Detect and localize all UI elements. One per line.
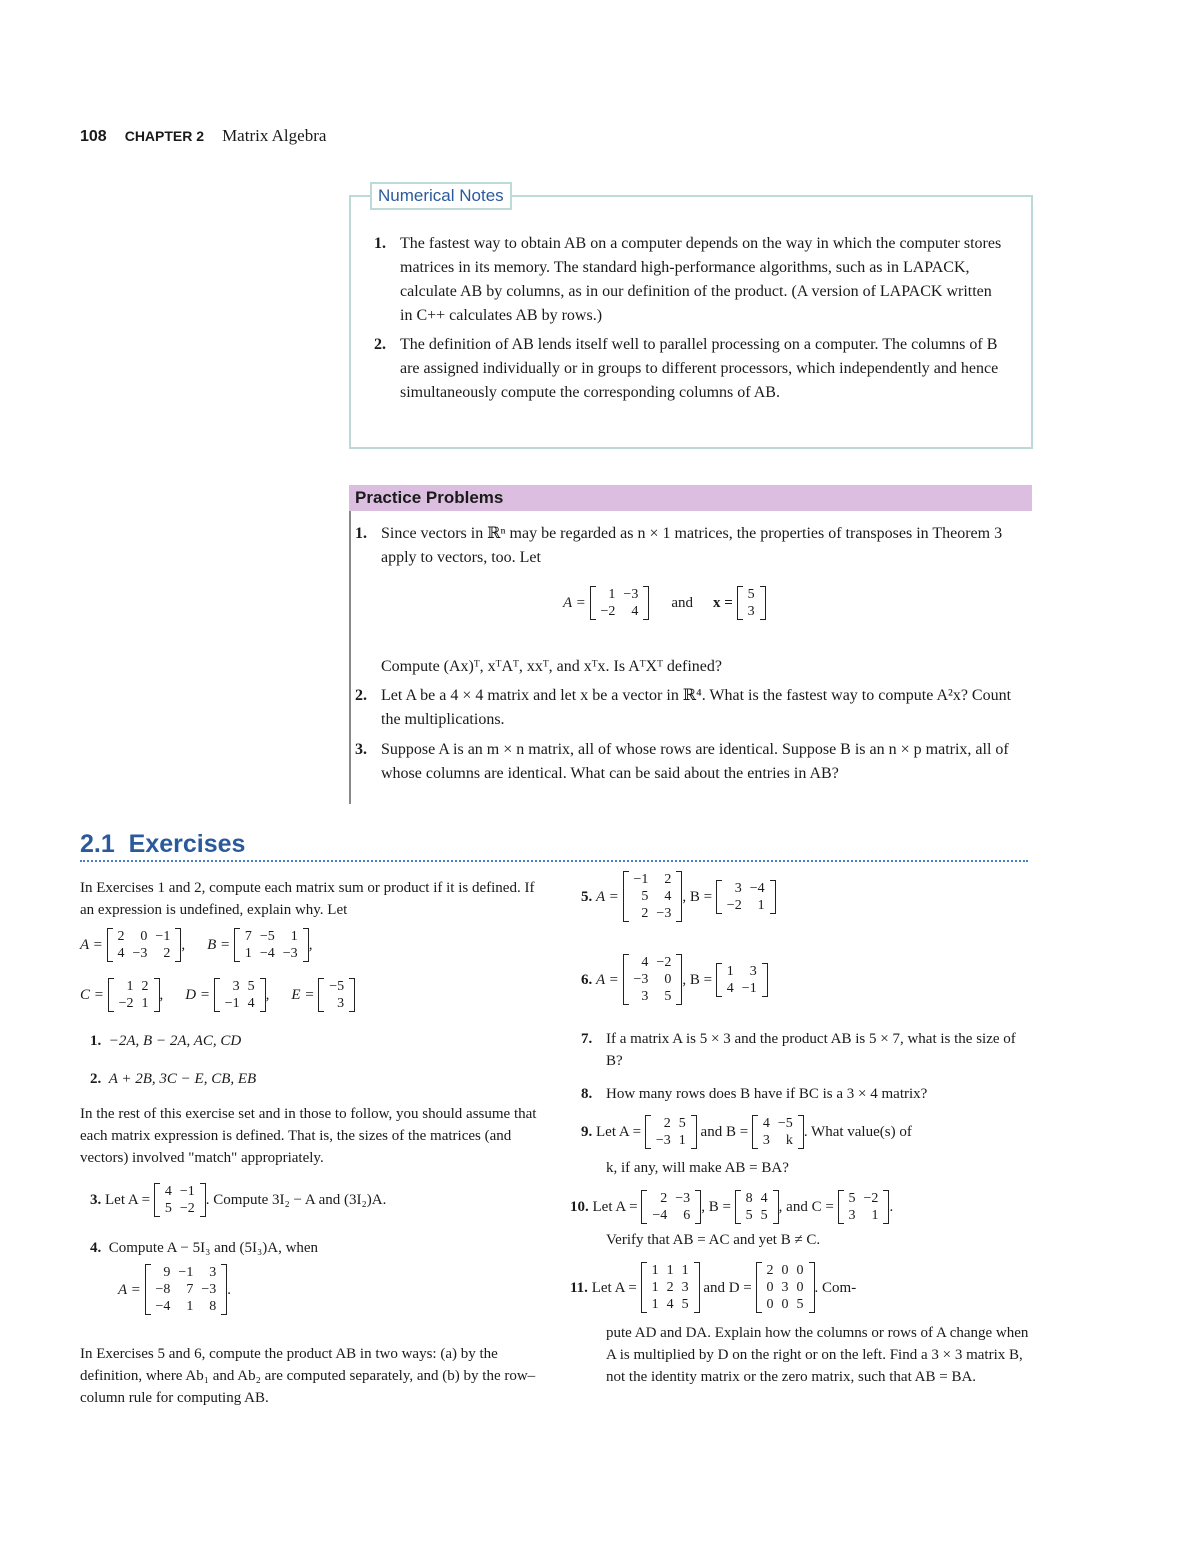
exercise-9 <box>581 1115 912 1149</box>
matrix-entry: 4 <box>760 1191 768 1206</box>
practice-compute: Compute (Ax)ᵀ, xᵀAᵀ, xxᵀ, and xᵀx. Is AᵀXᵀ defined? <box>381 658 722 675</box>
matrix-entry: −3 <box>623 587 639 602</box>
exercise-3 <box>90 1183 386 1217</box>
matrix-row <box>845 1207 883 1224</box>
matrix-row <box>152 1264 221 1281</box>
matrix <box>234 928 309 962</box>
exercise-4-matrix: A = 9 −1 3 −8 7 −3 −4 1 8 . <box>118 1265 231 1314</box>
exercise-number: 9. <box>581 1124 593 1140</box>
matrix-entry: 0 <box>796 1263 804 1278</box>
section-heading <box>80 830 245 859</box>
matrix <box>645 1115 697 1149</box>
matrix <box>154 1183 206 1217</box>
matrix <box>756 1262 815 1313</box>
matrix-entry: 1 <box>290 929 298 944</box>
matrix-entry: 8 <box>745 1191 753 1206</box>
matrix-entry: −3 <box>201 1282 217 1297</box>
matrix <box>641 1262 700 1313</box>
exercise-10-cont: Verify that AB = AC and yet B ≠ C. <box>606 1232 821 1248</box>
matrix-entry: 3 <box>762 1133 770 1148</box>
matrix-entry: 1 <box>681 1263 689 1278</box>
matrix <box>838 1190 890 1224</box>
practice-item <box>355 684 1029 732</box>
matrix-entry: −4 <box>749 880 765 896</box>
matrix-row <box>241 928 302 945</box>
matrix-entry: −1 <box>179 1184 195 1199</box>
matrix-label: A = <box>596 888 619 905</box>
practice-text: Since vectors in ℝⁿ may be regarded as n × 1 matrices, the properties of transposes in Theorem 3 apply to vectors, too. Let <box>381 525 1003 566</box>
matrix-table <box>115 978 153 1012</box>
matrix-label: A = <box>118 1281 141 1298</box>
note-number: 2. <box>374 336 386 353</box>
matrix <box>716 963 768 997</box>
matrix-entry: 1 <box>244 946 252 961</box>
exercise-number: 5. <box>581 888 593 905</box>
matrix-entry: −3 <box>655 1133 671 1148</box>
matrix-entry: 2 <box>663 1116 671 1131</box>
matrix-entry: 1 <box>678 1133 686 1148</box>
matrix-entry: 5 <box>664 989 672 1004</box>
note-number: 1. <box>374 235 386 252</box>
exercise-4 <box>90 1237 318 1259</box>
matrix-entry: 2 <box>664 872 672 887</box>
matrix <box>107 928 182 962</box>
matrix-row <box>630 971 676 988</box>
matrix-entry: −3 <box>282 946 298 961</box>
matrix-entry: 1 <box>871 1208 879 1223</box>
exercise-7 <box>581 1028 1032 1072</box>
matrix-entry: 8 <box>209 1299 217 1314</box>
exercise-text: If a matrix A is 5 × 3 and the product AB is 5 × 7, what is the size of B? <box>606 1031 1016 1069</box>
exercise-number: 8. <box>581 1086 593 1102</box>
matrix-entry: 1 <box>757 897 765 913</box>
matrix-entry: −3 <box>132 946 148 961</box>
exercise-text: A + 2B, 3C − E, CB, EB <box>108 1071 257 1087</box>
matrix-row <box>630 905 676 922</box>
exercise-text: , and C = <box>778 1199 834 1215</box>
given-matrices-row-1: A = 2 0 −1 4 −3 2 , B = 7 −5 1 1 −4 −3 , <box>80 929 313 961</box>
matrix-entry: −2 <box>600 604 616 619</box>
practice-text: Let A be a 4 × 4 matrix and let x be a vector in ℝ⁴. What is the fastest way to compute A²x? Count the multiplications. <box>381 687 1012 728</box>
matrix-row <box>115 995 153 1012</box>
matrix-table <box>630 954 676 1005</box>
matrix-table <box>763 1262 808 1313</box>
matrix <box>623 871 683 922</box>
matrix <box>590 586 650 620</box>
matrix-entry: −1 <box>178 1265 194 1280</box>
exercise-text: and D = <box>703 1279 752 1296</box>
practice-number: 1. <box>355 525 367 542</box>
matrix-entry: 4 <box>247 996 255 1011</box>
matrix-entry: 5 <box>747 587 755 602</box>
exercise-number: 11. <box>570 1279 588 1296</box>
matrix-entry: 3 <box>749 963 757 979</box>
exercise-text: Let A = <box>596 1124 642 1140</box>
note-text: The definition of AB lends itself well to parallel processing on a computer. The columns of B are assigned individually or in groups to different processors, which independently and hence simultaneously compute the corresponding columns of AB. <box>400 336 999 401</box>
vector <box>737 586 766 620</box>
matrix-entry: 5 <box>641 889 649 904</box>
exercise-note: In the rest of this exercise set and in those to follow, you should assume that each matrix expression is defined. That is, the sizes of the matrices (and vectors) involved "match" appropriately. <box>80 1106 537 1166</box>
matrix-entry: k <box>785 1133 793 1148</box>
section-title: Exercises <box>128 830 246 858</box>
exercise-text: −2A, B − 2A, AC, CD <box>108 1033 242 1049</box>
exercise-56-note: In Exercises 5 and 6, compute the product AB in two ways: (a) by the definition, where Ab₁ and Ab₂ are computed separately, and (b) by the row–column rule for computing AB. <box>80 1346 536 1406</box>
exercise-intro: In Exercises 1 and 2, compute each matrix sum or product if it is defined. If an expression is undefined, explain why. Let <box>80 880 535 918</box>
exercise-11-cont: pute AD and DA. Explain how the columns or rows of A change when A is multiplied by D on the right or on the left. Find a 3 × 3 matrix B, not the identity matrix or the zero matrix, such that AB = BA. <box>606 1325 1029 1385</box>
matrix-entry: 4 <box>726 980 734 996</box>
matrix-entry: 5 <box>745 1208 753 1223</box>
matrix-entry: −2 <box>656 955 672 970</box>
matrix-row <box>648 1279 693 1296</box>
matrix-entry: 4 <box>666 1297 674 1312</box>
matrix-row <box>763 1296 808 1313</box>
matrix-table <box>648 1190 694 1224</box>
matrix <box>108 978 160 1012</box>
matrix-entry: 0 <box>664 972 672 987</box>
matrix-entry: −1 <box>741 980 757 996</box>
matrix-entry: −4 <box>155 1299 171 1314</box>
practice-number: 2. <box>355 687 367 704</box>
matrix-row <box>630 988 676 1005</box>
matrix-entry: −1 <box>224 996 240 1011</box>
matrix-entry: 2 <box>766 1263 774 1278</box>
matrix-row <box>759 1115 797 1132</box>
exercise-number: 1. <box>90 1033 102 1049</box>
matrix-entry: 5 <box>678 1116 686 1131</box>
exercise-2 <box>90 1068 256 1090</box>
matrix-entry: −4 <box>652 1208 668 1223</box>
section-rule <box>80 860 1028 862</box>
matrix-entry: −5 <box>329 979 345 994</box>
exercise-text: Let A = <box>592 1199 638 1215</box>
matrix-entry: 2 <box>141 979 149 994</box>
exercise-10 <box>570 1190 893 1224</box>
matrix <box>641 1190 701 1224</box>
matrix-entry: −2 <box>118 996 134 1011</box>
matrix-row <box>744 586 759 603</box>
practice-number: 3. <box>355 741 367 758</box>
matrix-row <box>597 603 643 620</box>
matrix-label: A = <box>563 595 586 611</box>
matrix-row <box>241 945 302 962</box>
matrix-entry: −2 <box>726 897 742 913</box>
matrix-entry: −3 <box>656 906 672 921</box>
vector-label: x = <box>713 595 733 611</box>
matrix-entry: 2 <box>163 946 171 961</box>
matrix-entry: −3 <box>675 1191 691 1206</box>
practice-problems-header <box>349 485 1032 511</box>
matrix-table <box>742 1190 772 1224</box>
matrix-table <box>325 978 348 1012</box>
exercise-number: 10. <box>570 1199 589 1215</box>
matrix-entry: 5 <box>164 1201 172 1216</box>
matrix-entry: 2 <box>641 906 649 921</box>
exercise-text: . <box>889 1199 894 1215</box>
exercise-text: , B = <box>701 1199 731 1215</box>
matrix-entry: 5 <box>796 1297 804 1312</box>
exercise-text: . What value(s) of <box>803 1124 912 1140</box>
matrix-entry: 1 <box>651 1280 659 1295</box>
exercise-text: Let A = <box>105 1192 151 1208</box>
matrix-row <box>742 1207 772 1224</box>
matrix-entry: 1 <box>608 587 616 602</box>
matrix-entry: 1 <box>141 996 149 1011</box>
given-matrices-row-2: C = 1 2 −2 1 , D = 3 5 −1 4 , E = −5 3 <box>80 978 355 1012</box>
matrix-entry: 3 <box>734 880 742 896</box>
matrix <box>716 880 776 914</box>
matrix-row <box>723 880 769 897</box>
matrix-table <box>744 586 759 620</box>
matrix-entry: 2 <box>117 929 125 944</box>
matrix-table <box>723 963 761 997</box>
matrix-table <box>723 880 769 914</box>
matrix-entry: 0 <box>781 1297 789 1312</box>
matrix-entry: 0 <box>766 1297 774 1312</box>
numerical-notes-title: Numerical Notes <box>370 182 512 210</box>
matrix-entry: 2 <box>666 1280 674 1295</box>
matrix-entry: 1 <box>126 979 134 994</box>
matrix-table <box>652 1115 690 1149</box>
matrix-row <box>759 1132 797 1149</box>
matrix-row <box>652 1132 690 1149</box>
matrix-entry: −2 <box>179 1201 195 1216</box>
matrix-row <box>630 871 676 888</box>
practice-rule <box>349 511 351 804</box>
practice-item <box>355 522 1029 570</box>
matrix-row <box>763 1279 808 1296</box>
matrix-row <box>114 945 175 962</box>
exercise-1 <box>90 1030 241 1052</box>
matrix-entry: 3 <box>848 1208 856 1223</box>
matrix-entry: −5 <box>259 929 275 944</box>
exercise-number: 4. <box>90 1240 102 1256</box>
matrix-entry: 5 <box>848 1191 856 1206</box>
matrix-entry: 4 <box>664 889 672 904</box>
matrix-row <box>630 954 676 971</box>
matrix-row <box>742 1190 772 1207</box>
matrix-label: E = <box>291 987 315 1003</box>
matrix-row <box>723 980 761 997</box>
matrix-table <box>152 1264 221 1315</box>
matrix-entry: 3 <box>337 996 345 1011</box>
matrix-row <box>630 888 676 905</box>
matrix-entry: 3 <box>781 1280 789 1295</box>
matrix-entry: 9 <box>163 1265 171 1280</box>
matrix <box>752 1115 804 1149</box>
matrix-table <box>161 1183 199 1217</box>
exercise-number: 7. <box>581 1031 593 1047</box>
matrix <box>318 978 355 1012</box>
matrix-row <box>723 897 769 914</box>
practice-matrices <box>563 586 766 620</box>
matrix-row <box>652 1115 690 1132</box>
matrix-label: A = <box>80 937 103 953</box>
exercise-number: 3. <box>90 1192 102 1208</box>
exercise-6 <box>581 954 768 1005</box>
matrix-table <box>630 871 676 922</box>
matrix-entry: −2 <box>863 1191 879 1206</box>
exercise-text: Let A = <box>591 1279 637 1296</box>
matrix-label: C = <box>80 987 104 1003</box>
matrix-entry: 5 <box>760 1208 768 1223</box>
matrix-row <box>723 963 761 980</box>
exercise-text: Compute A − 5I₃ and (5I₃)A, when <box>108 1240 319 1256</box>
exercise-number: 2. <box>90 1071 102 1087</box>
exercise-11 <box>570 1262 856 1313</box>
matrix-entry: 7 <box>244 929 252 944</box>
matrix-label: D = <box>185 987 211 1003</box>
matrix-entry: 3 <box>641 989 649 1004</box>
exercise-text: How many rows does B have if BC is a 3 × 4 matrix? <box>606 1086 928 1102</box>
exercise-9-cont: k, if any, will make AB = BA? <box>606 1160 789 1176</box>
matrix-row <box>648 1262 693 1279</box>
page-number: 108 <box>80 128 107 145</box>
matrix-entry: 2 <box>660 1191 668 1206</box>
matrix-table <box>221 978 259 1012</box>
matrix-label: A = <box>596 971 619 988</box>
matrix-entry: 3 <box>209 1265 217 1280</box>
matrix-entry: 4 <box>641 955 649 970</box>
matrix-entry: −5 <box>777 1116 793 1131</box>
matrix-row <box>648 1207 694 1224</box>
matrix-table <box>241 928 302 962</box>
matrix-row <box>325 995 348 1012</box>
exercise-5 <box>581 871 776 922</box>
matrix-table <box>845 1190 883 1224</box>
practice-title: Practice Problems <box>355 488 504 507</box>
exercise-number: 6. <box>581 971 593 988</box>
chapter-title: Matrix Algebra <box>222 126 327 145</box>
matrix-entry: −1 <box>155 929 171 944</box>
matrix-row <box>152 1298 221 1315</box>
matrix-entry: 4 <box>164 1184 172 1199</box>
matrix-row <box>597 586 643 603</box>
note-text: The fastest way to obtain AB on a computer depends on the way in which the computer stores matrices in its memory. The standard high-performance algorithms, such as in LAPACK, calculate AB by columns, as in our definition of the product. (A version of LAPACK written in C++ calculates AB by rows.) <box>400 235 1002 324</box>
running-head <box>80 126 326 146</box>
matrix-table <box>597 586 643 620</box>
matrix-entry: 1 <box>726 963 734 979</box>
matrix-entry: 1 <box>186 1299 194 1314</box>
matrix-table <box>648 1262 693 1313</box>
matrix-table <box>759 1115 797 1149</box>
matrix-row <box>648 1190 694 1207</box>
practice-text: Suppose A is an m × n matrix, all of whose rows are identical. Suppose B is an n × p matrix, all of whose columns are identical. What can be said about the entries in AB? <box>381 741 1009 782</box>
matrix-entry: 6 <box>683 1208 691 1223</box>
matrix-label: B = <box>207 937 231 953</box>
matrix-row <box>325 978 348 995</box>
matrix-table <box>114 928 175 962</box>
matrix-entry: 0 <box>766 1280 774 1295</box>
note-item <box>374 333 1006 405</box>
matrix-entry: 0 <box>796 1280 804 1295</box>
matrix-row <box>648 1296 693 1313</box>
matrix <box>145 1264 228 1315</box>
matrix-row <box>845 1190 883 1207</box>
matrix-entry: 1 <box>651 1263 659 1278</box>
matrix-entry: −8 <box>155 1282 171 1297</box>
matrix-row <box>161 1200 199 1217</box>
matrix-entry: 1 <box>666 1263 674 1278</box>
exercise-8 <box>581 1083 1032 1105</box>
note-item <box>374 232 1006 328</box>
matrix <box>623 954 683 1005</box>
matrix-row <box>152 1281 221 1298</box>
matrix <box>735 1190 779 1224</box>
matrix-row <box>114 928 175 945</box>
section-number: 2.1 <box>80 830 115 858</box>
matrix-label: , B = <box>682 971 713 988</box>
matrix-entry: 4 <box>762 1116 770 1131</box>
matrix-entry: 4 <box>631 604 639 619</box>
matrix-entry: −1 <box>633 872 649 887</box>
matrix-entry: −3 <box>633 972 649 987</box>
matrix-entry: −4 <box>259 946 275 961</box>
exercise-text: and B = <box>700 1124 749 1140</box>
matrix-row <box>763 1262 808 1279</box>
matrix-entry: 7 <box>186 1282 194 1297</box>
matrix-entry: 5 <box>681 1297 689 1312</box>
matrix-label: , B = <box>682 888 713 905</box>
matrix-entry: 1 <box>651 1297 659 1312</box>
matrix-row <box>221 978 259 995</box>
matrix-row <box>221 995 259 1012</box>
matrix-entry: 3 <box>681 1280 689 1295</box>
matrix-entry: 5 <box>247 979 255 994</box>
chapter-label: CHAPTER 2 <box>124 128 205 144</box>
matrix-entry: 0 <box>140 929 148 944</box>
exercise-text: . Compute 3I₂ − A and (3I₂)A. <box>205 1192 387 1208</box>
matrix-entry: 3 <box>747 604 755 619</box>
matrix <box>214 978 266 1012</box>
exercise-text: . Com- <box>814 1279 857 1296</box>
matrix-row <box>161 1183 199 1200</box>
matrix-row <box>744 603 759 620</box>
practice-item <box>355 738 1029 786</box>
matrix-entry: 0 <box>781 1263 789 1278</box>
matrix-row <box>115 978 153 995</box>
conjunction: and <box>671 595 693 611</box>
matrix-entry: 3 <box>232 979 240 994</box>
matrix-entry: 4 <box>117 946 125 961</box>
